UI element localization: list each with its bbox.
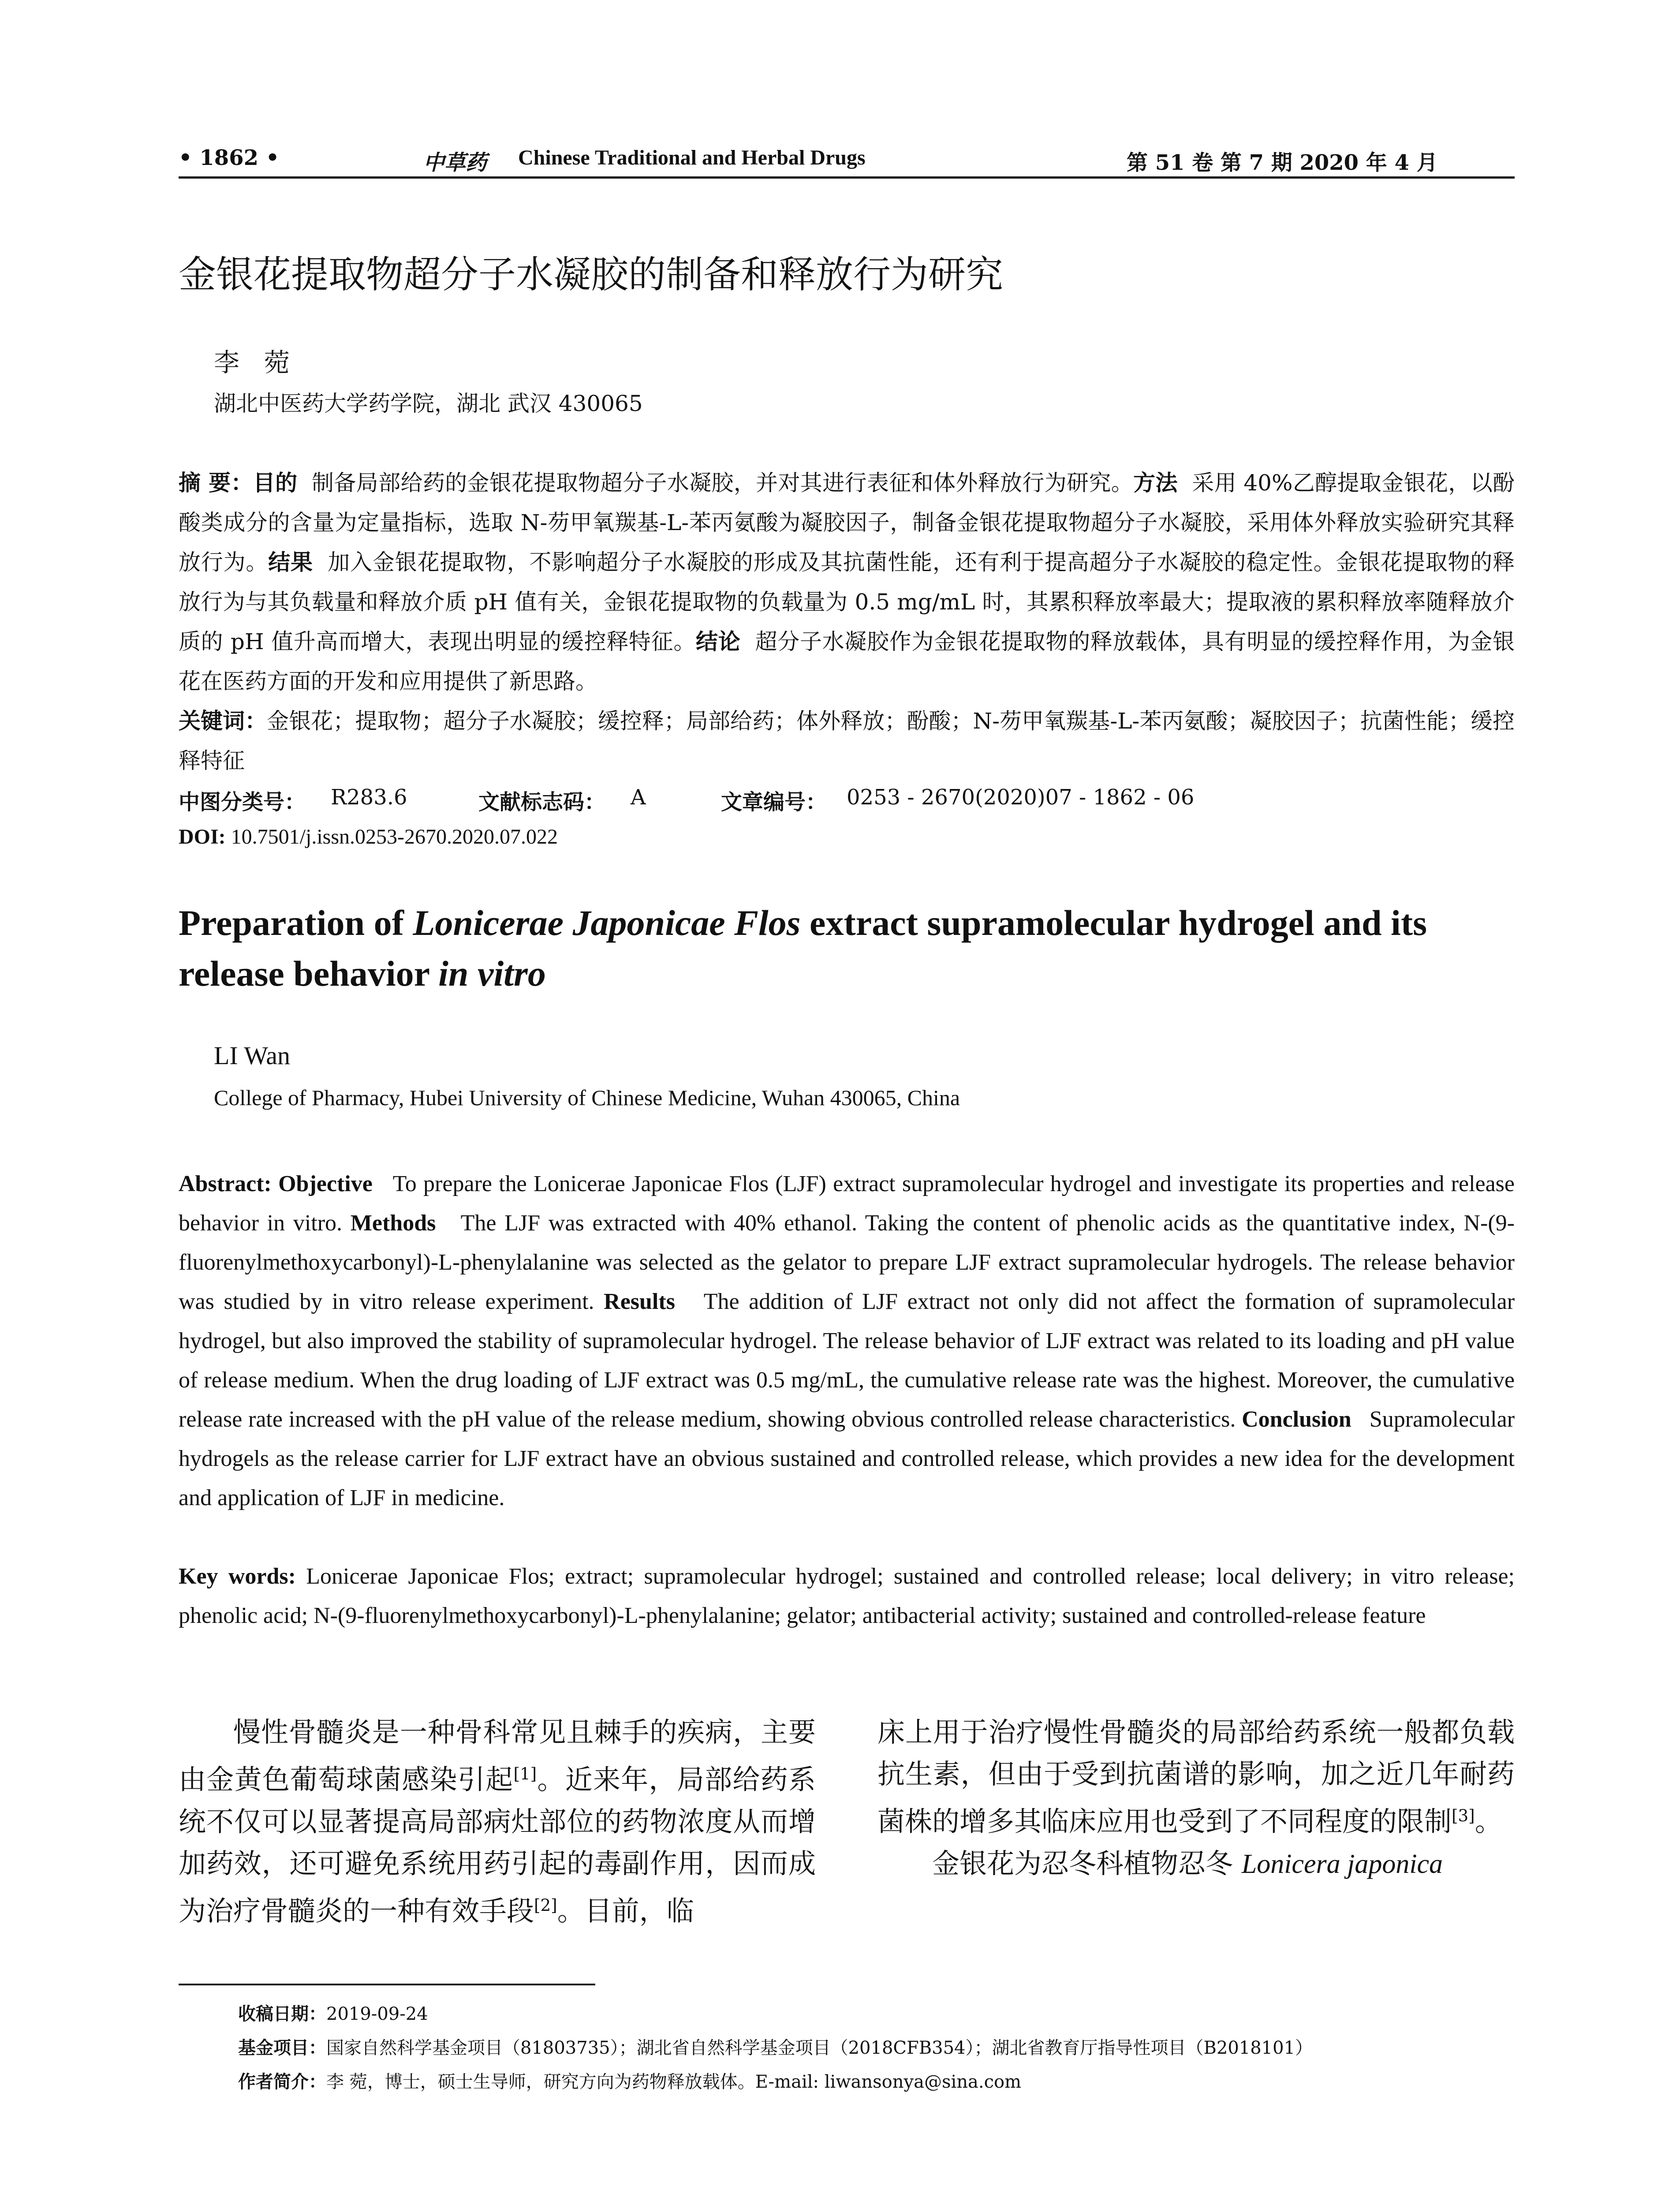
- results-label-cn: 结果: [268, 549, 313, 575]
- doi-line: [179, 825, 558, 849]
- methods-text-en: The LJF was extracted with 40% ethanol. Taking the content of phenolic acids as the quantitative index, N-(9-fluorenylmethoxycarbonyl)-L-phenylalanine was selected as the gelator to prepare LJF extract supramolecular hydrogels. The release behavior was studied by in vitro release experiment.: [179, 1211, 1515, 1314]
- journal-name-cn: 中草药: [423, 150, 487, 175]
- footnote-received: [238, 2000, 428, 2025]
- conclusion-text-en: Supramolecular hydrogels as the release carrier for LJF extract have an obvious sustained and controlled release, which provides a new idea for the development and application of LJF in medicine.: [179, 1407, 1515, 1510]
- volume-issue: 第 51 卷 第 7 期 2020 年 4 月: [1127, 150, 1438, 175]
- conclusion-label-en: Conclusion: [1242, 1407, 1351, 1432]
- affiliation-en: College of Pharmacy, Hubei University of Chinese Medicine, Wuhan 430065, China: [214, 1085, 960, 1110]
- methods-text-cn: 采用 40%乙醇提取金银花，以酚酸类成分的含量为定量指标，选取 N-芴甲氧羰基-L-苯丙氨酸为凝胶因子，制备金银花提取物超分子水凝胶，采用体外释放实验研究其释放行为。: [179, 470, 1515, 575]
- journal-name-en: Chinese Traditional and Herbal Drugs: [518, 146, 866, 169]
- conclusion-text-cn: 超分子水凝胶作为金银花提取物的释放载体，具有明显的缓控释作用，为金银花在医药方面的开发和应用提供了新思路。: [179, 629, 1515, 694]
- results-text-en: The addition of LJF extract not only did not affect the formation of supramolecular hydrogel, but also improved the stability of supramolecular hydrogel. The release behavior of LJF extract was related to its loading and pH value of release medium. When the drug loading of LJF extract was 0.5 mg/mL, the cumulative release rate was the highest. Moreover, the cumulative release rate increased with the pH value of the release medium, showing obvious controlled release characteristics.: [179, 1289, 1515, 1432]
- citation-1[interactable]: [1]: [513, 1764, 537, 1783]
- body-column-right: [877, 1711, 1515, 1885]
- article-no-value: 0253 - 2670(2020)07 - 1862 - 06: [847, 785, 1195, 810]
- keywords-label-en: Key words:: [179, 1564, 296, 1589]
- results-label-en: Results: [604, 1289, 675, 1314]
- citation-3[interactable]: [3]: [1452, 1806, 1475, 1825]
- keywords-text-cn: 金银花；提取物；超分子水凝胶；缓控释；局部给药；体外释放；酚酸；N-芴甲氧羰基-L-苯丙氨酸；凝胶因子；抗菌性能；缓控释特征: [179, 708, 1515, 774]
- received-label: 收稿日期：: [238, 2004, 326, 2024]
- results-text-cn: 加入金银花提取物，不影响超分子水凝胶的形成及其抗菌性能，还有利于提高超分子水凝胶的稳定性。金银花提取物的释放行为与其负载量和释放介质 pH 值有关，金银花提取物的负载量为 0.5 mg/mL 时，其累积释放率最大；提取液的累积释放率随释放介质的 pH 值升高而增大，表现出明显的缓控释特征。: [179, 549, 1515, 654]
- conclusion-label-cn: 结论: [696, 629, 741, 654]
- body-right-text-2: 。: [1475, 1805, 1502, 1838]
- clc-label: 中图分类号：: [179, 790, 306, 815]
- methods-label-en: Methods: [350, 1211, 436, 1236]
- abstract-cn: [179, 463, 1515, 701]
- body-right-text-1: 床上用于治疗慢性骨髓炎的局部给药系统一般都负载抗生素，但由于受到抗菌谱的影响，加之近几年耐药菌株的增多其临床应用也受到了不同程度的限制: [877, 1716, 1515, 1838]
- footnote-author-bio: [238, 2068, 1021, 2093]
- article-no-label: 文章编号：: [721, 790, 827, 815]
- objective-text-cn: 制备局部给药的金银花提取物超分子水凝胶，并对其进行表征和体外释放行为研究。: [312, 470, 1134, 496]
- doc-code-value: A: [631, 785, 646, 810]
- body-left-text-3: 。目前，临: [557, 1895, 694, 1927]
- keywords-cn: [179, 701, 1515, 781]
- doi-value: 10.7501/j.issn.0253-2670.2020.07.022: [231, 825, 558, 848]
- body-right-species: Lonicera japonica: [1241, 1849, 1443, 1879]
- keywords-en: [179, 1557, 1515, 1635]
- article-title-cn: 金银花提取物超分子水凝胶的制备和释放行为研究: [179, 253, 1004, 297]
- methods-label-cn: 方法: [1133, 470, 1178, 496]
- affiliation-cn: 湖北中医药大学药学院，湖北 武汉 430065: [214, 391, 643, 416]
- page-number: • 1862 •: [179, 146, 280, 170]
- objective-text-en: To prepare the Lonicerae Japonicae Flos (LJF) extract supramolecular hydrogel and investigate its properties and release behavior in vitro.: [179, 1171, 1515, 1236]
- body-left-text-2: 。近来年，局部给药系统不仅可以显著提高局部病灶部位的药物浓度从而增加药效，还可避免系统用药引起的毒副作用，因而成为治疗骨髓炎的一种有效手段: [179, 1763, 816, 1927]
- abstract-en: [179, 1164, 1515, 1517]
- bio-label: 作者简介：: [238, 2072, 326, 2092]
- keywords-label-cn: 关键词：: [179, 708, 267, 734]
- footnote-rule: [179, 1984, 595, 1985]
- title-en-species: Lonicerae Japonicae Flos: [413, 903, 801, 943]
- fund-text: 国家自然科学基金项目（81803735）；湖北省自然科学基金项目（2018CFB354）；湖北省教育厅指导性项目（B2018101）: [326, 2038, 1313, 2058]
- running-header: [179, 142, 1515, 177]
- received-date: 2019-09-24: [326, 2004, 428, 2024]
- clc-value: R283.6: [331, 785, 407, 810]
- title-en-part2: extract supramolecular hydrogel and its release behavior: [179, 903, 1427, 994]
- abstract-label-en: Abstract: Objective: [179, 1171, 373, 1196]
- body-column-left: [179, 1711, 816, 1932]
- title-en-part1: Preparation of: [179, 903, 413, 943]
- body-right-para2: 金银花为忍冬科植物忍冬: [932, 1847, 1242, 1880]
- title-en-in-vitro: in vitro: [438, 953, 546, 994]
- header-rule: [179, 176, 1515, 179]
- doi-label: DOI:: [179, 825, 226, 848]
- bio-text: 李 菀，博士，硕士生导师，研究方向为药物释放载体。E-mail: liwansonya@sina.com: [326, 2072, 1022, 2092]
- body-left-text-1: 慢性骨髓炎是一种骨科常见且棘手的疾病，主要由金黄色葡萄球菌感染引起: [179, 1716, 816, 1796]
- objective-label-cn: 目的: [253, 470, 298, 496]
- author-name-en: LI Wan: [214, 1041, 291, 1070]
- citation-2[interactable]: [2]: [534, 1895, 557, 1915]
- abstract-label-cn: 摘 要：: [179, 470, 253, 496]
- article-title-en: [179, 897, 1515, 999]
- author-name-cn: 李菀: [214, 348, 315, 377]
- footnote-fund: [238, 2034, 1313, 2059]
- fund-label: 基金项目：: [238, 2038, 326, 2058]
- keywords-text-en: Lonicerae Japonicae Flos; extract; supramolecular hydrogel; sustained and controlled release; local delivery; in vitro release; phenolic acid; N-(9-fluorenylmethoxycarbonyl)-L-phenylalanine; gelator; antibacterial activity; sustained and controlled-release feature: [179, 1564, 1515, 1628]
- doc-code-label: 文献标志码：: [478, 790, 606, 815]
